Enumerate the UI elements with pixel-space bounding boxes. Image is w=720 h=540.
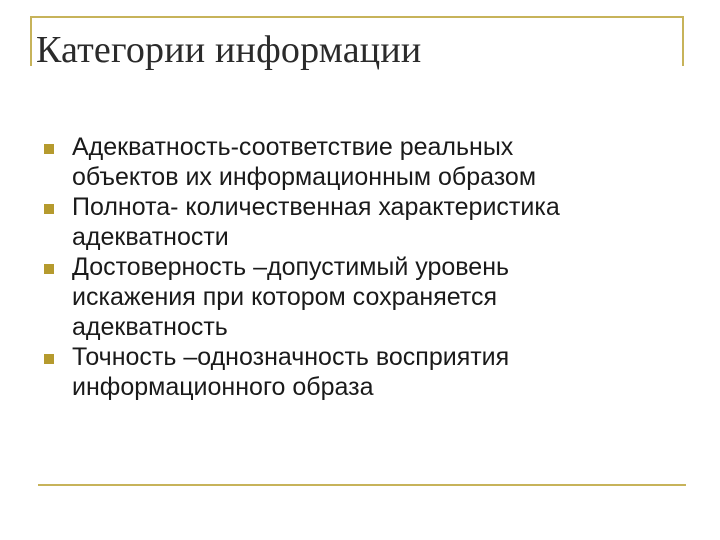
bullet-item: [44, 252, 684, 342]
frame-top-line: [30, 16, 684, 18]
bullet-text: Точность –однозначность восприятия информационного образа: [72, 343, 510, 401]
bullet-list: [44, 132, 684, 402]
frame-right-line: [682, 16, 684, 66]
slide-title: Категории информации: [36, 29, 422, 71]
frame-bottom-line: [38, 484, 686, 486]
square-bullet-icon: [44, 264, 54, 274]
bullet-item: [44, 132, 684, 192]
square-bullet-icon: [44, 144, 54, 154]
bullet-text: Полнота- количественная характеристика адекватности: [72, 193, 560, 251]
square-bullet-icon: [44, 354, 54, 364]
bullet-text: Достоверность –допустимый уровень искажения при котором сохраняется адекватность: [72, 253, 510, 341]
frame-left-line: [30, 16, 32, 66]
bullet-text: Адекватность-соответствие реальных объектов их информационным образом: [72, 133, 537, 191]
square-bullet-icon: [44, 204, 54, 214]
bullet-item: [44, 342, 684, 402]
bullet-item: [44, 192, 684, 252]
